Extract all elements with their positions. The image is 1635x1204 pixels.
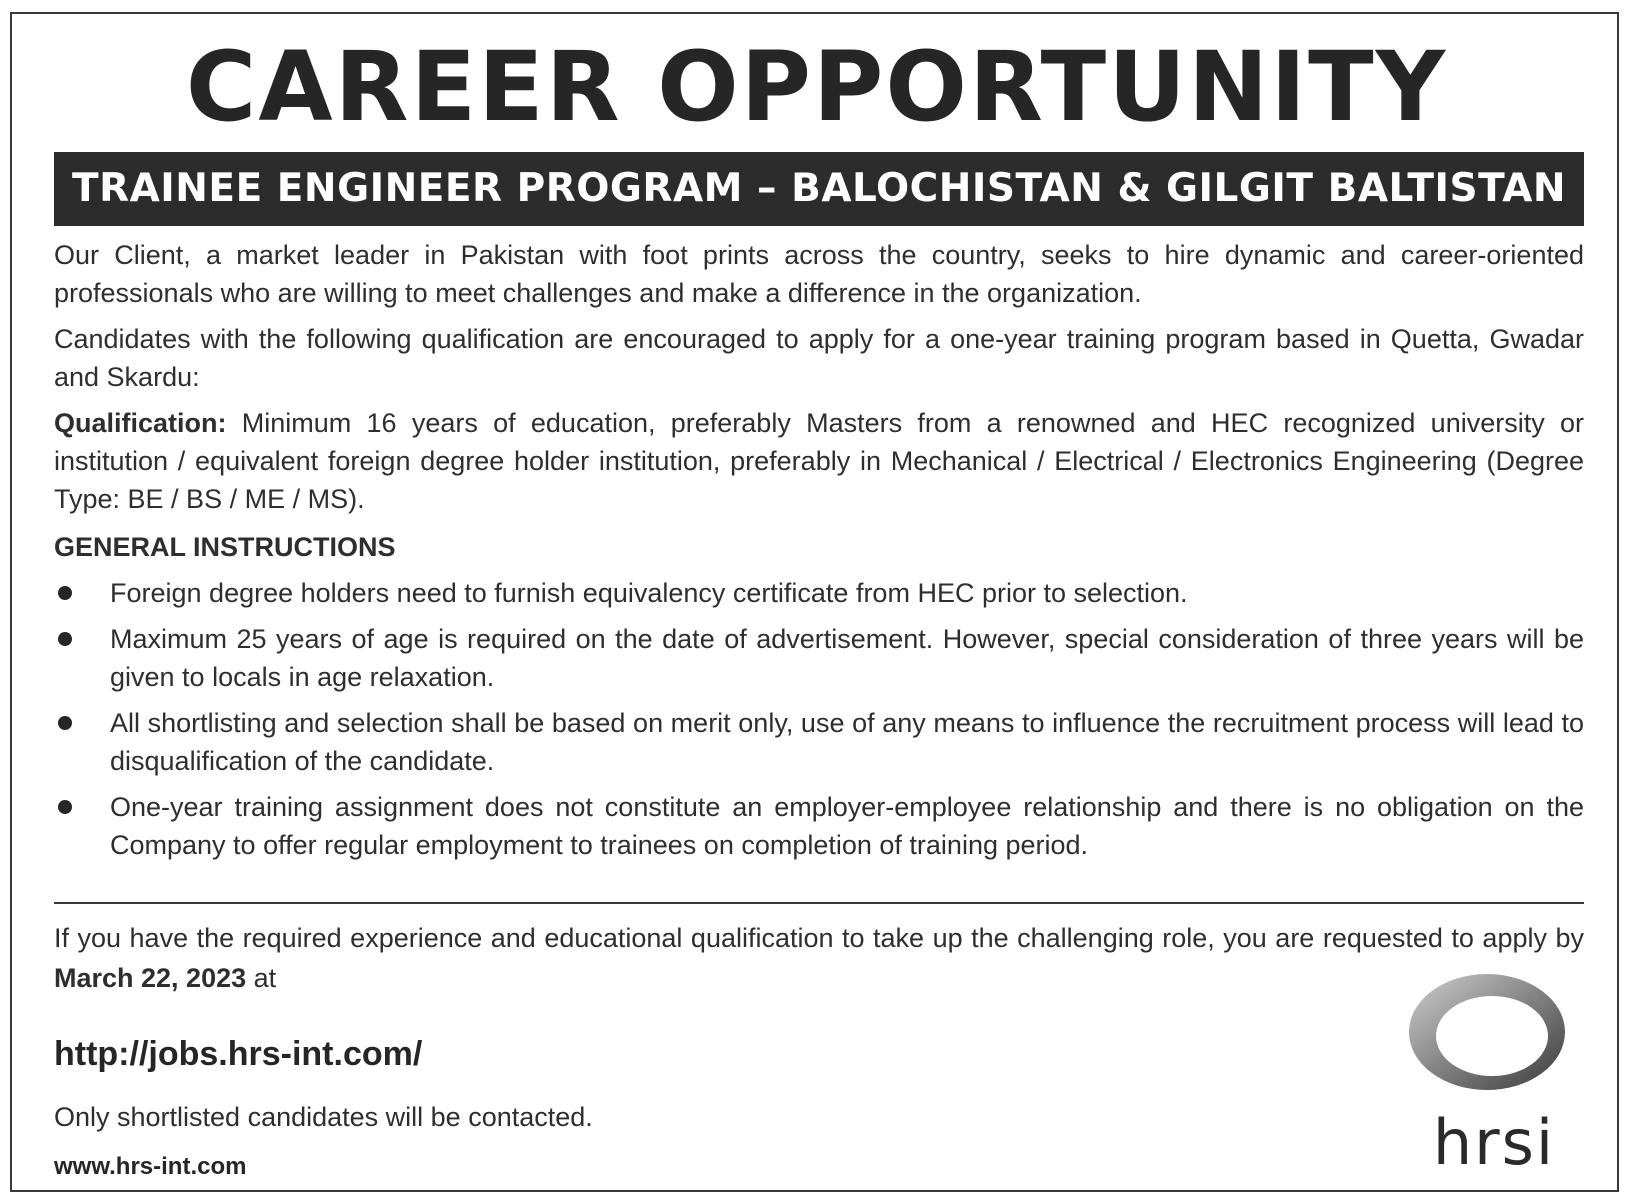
bullet-icon bbox=[58, 632, 72, 646]
instruction-text: Maximum 25 years of age is required on the date of advertisement. However, special consideration of three years will be given to locals in age relaxation. bbox=[110, 624, 1584, 692]
application-link[interactable]: http://jobs.hrs-int.com/ bbox=[54, 1035, 423, 1073]
section-divider bbox=[54, 902, 1584, 904]
apply-text-end: at bbox=[246, 963, 277, 993]
apply-deadline: March 22, 2023 bbox=[54, 963, 247, 993]
contact-note: Only shortlisted candidates will be contacted. bbox=[54, 1102, 593, 1132]
qualification-paragraph bbox=[54, 404, 1584, 518]
hrsi-logo-text: hrsi bbox=[1432, 1106, 1556, 1174]
page-title: CAREER OPPORTUNITY bbox=[185, 31, 1448, 143]
apply-text: If you have the required experience and educational qualification to take up the challenging role, you are requested to apply by bbox=[54, 923, 1584, 953]
qualification-label: Qualification: bbox=[54, 408, 227, 438]
list-item bbox=[54, 704, 1584, 780]
hrsi-logo bbox=[1402, 974, 1582, 1174]
bullet-icon bbox=[58, 716, 72, 730]
qualification-text: Minimum 16 years of education, preferably Masters from a renowned and HEC recognized university or institution / equivalent foreign degree holder institution, preferably in Mechanical / Electrical / Electronics Engineering (Degree Type: BE / BS / ME / MS). bbox=[54, 408, 1584, 514]
instruction-text: One-year training assignment does not constitute an employer-employee relationship and there is no obligation on the Company to offer regular employment to trainees on completion of training period. bbox=[110, 792, 1584, 860]
program-banner: TRAINEE ENGINEER PROGRAM – BALOCHISTAN & GILGIT BALTISTAN bbox=[54, 152, 1584, 226]
instructions-list bbox=[54, 574, 1584, 872]
intro-paragraph: Our Client, a market leader in Pakistan with foot prints across the country, seeks to hire dynamic and career-oriented professionals who are willing to meet challenges and make a difference in the organization. bbox=[54, 240, 1584, 308]
candidates-paragraph: Candidates with the following qualification are encouraged to apply for a one-year training program based in Quetta, Gwadar and Skardu: bbox=[54, 324, 1584, 392]
website-link[interactable]: www.hrs-int.com bbox=[54, 1153, 247, 1180]
instruction-text: Foreign degree holders need to furnish equivalency certificate from HEC prior to selection. bbox=[110, 578, 1188, 608]
instruction-text: All shortlisting and selection shall be based on merit only, use of any means to influence the recruitment process will lead to disqualification of the candidate. bbox=[110, 708, 1584, 776]
list-item bbox=[54, 788, 1584, 864]
bullet-icon bbox=[58, 586, 72, 600]
bullet-icon bbox=[58, 800, 72, 814]
apply-paragraph bbox=[54, 918, 1584, 998]
list-item bbox=[54, 620, 1584, 696]
list-item bbox=[54, 574, 1584, 612]
instructions-heading: GENERAL INSTRUCTIONS bbox=[54, 532, 396, 562]
advertisement-frame bbox=[10, 12, 1619, 1192]
hrsi-ring-icon bbox=[1402, 974, 1582, 1174]
